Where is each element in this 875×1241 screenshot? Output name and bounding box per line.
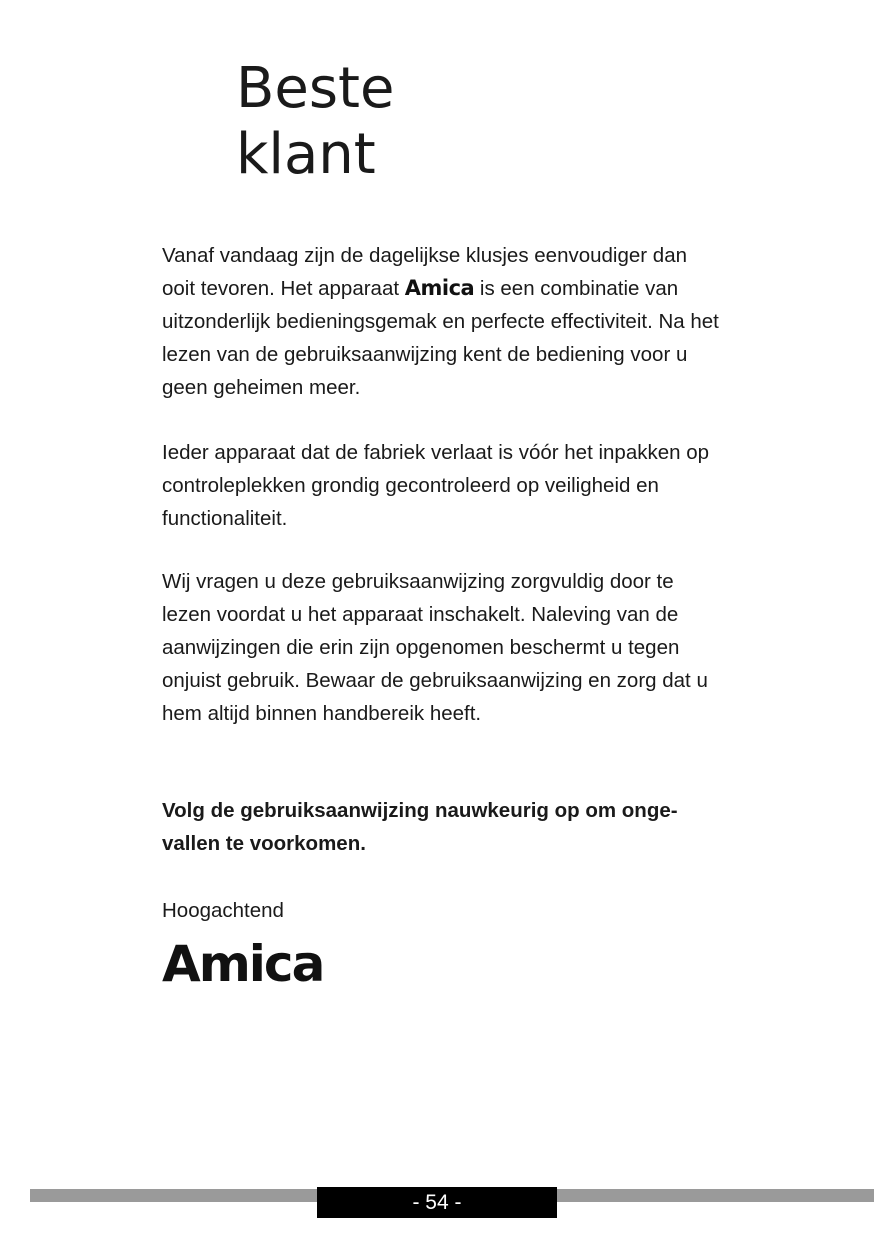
page-title-line-1: Beste	[236, 56, 395, 121]
quality-paragraph: Ieder apparaat dat de fabriek verlaat is vóór het inpakken op controleplekken grondig gecontroleerd op veiligheid en functionaliteit.	[162, 441, 710, 530]
page-title	[236, 56, 394, 188]
intro-text-start: Vanaf vandaag zijn de dagelijkse klusjes eenvoudiger dan ooit tevoren. Het apparaat	[162, 244, 688, 300]
amica-signature-logo: Amica	[162, 935, 324, 993]
amica-inline-logo: Amica	[404, 276, 475, 300]
page-number: - 54 -	[317, 1187, 557, 1218]
instructions-paragraph: Wij vragen u deze gebruiksaanwijzing zorgvuldig door te lezen voordat u het apparaat inschakelt. Naleving van de aanwijzingen die erin zijn opgenomen beschermt u tegen onjuist gebruik. Bewaar de gebruiksaanwijzing en zorg dat u hem altijd binnen handbereik heeft.	[162, 570, 708, 725]
safety-warning: Volg de gebruiksaanwijzing nauwkeurig op om ongevallen te voorkomen.	[162, 799, 678, 855]
page-title-line-2: klant	[236, 122, 376, 187]
intro-paragraph	[162, 239, 722, 404]
intro-text-end: is een combinatie van uitzonderlijk bedieningsgemak en perfecte effectiviteit. Na het lezen van de gebruiksaanwijzing kent de bediening voor u geen geheimen meer.	[162, 277, 719, 399]
closing-greeting: Hoogachtend	[162, 899, 284, 922]
